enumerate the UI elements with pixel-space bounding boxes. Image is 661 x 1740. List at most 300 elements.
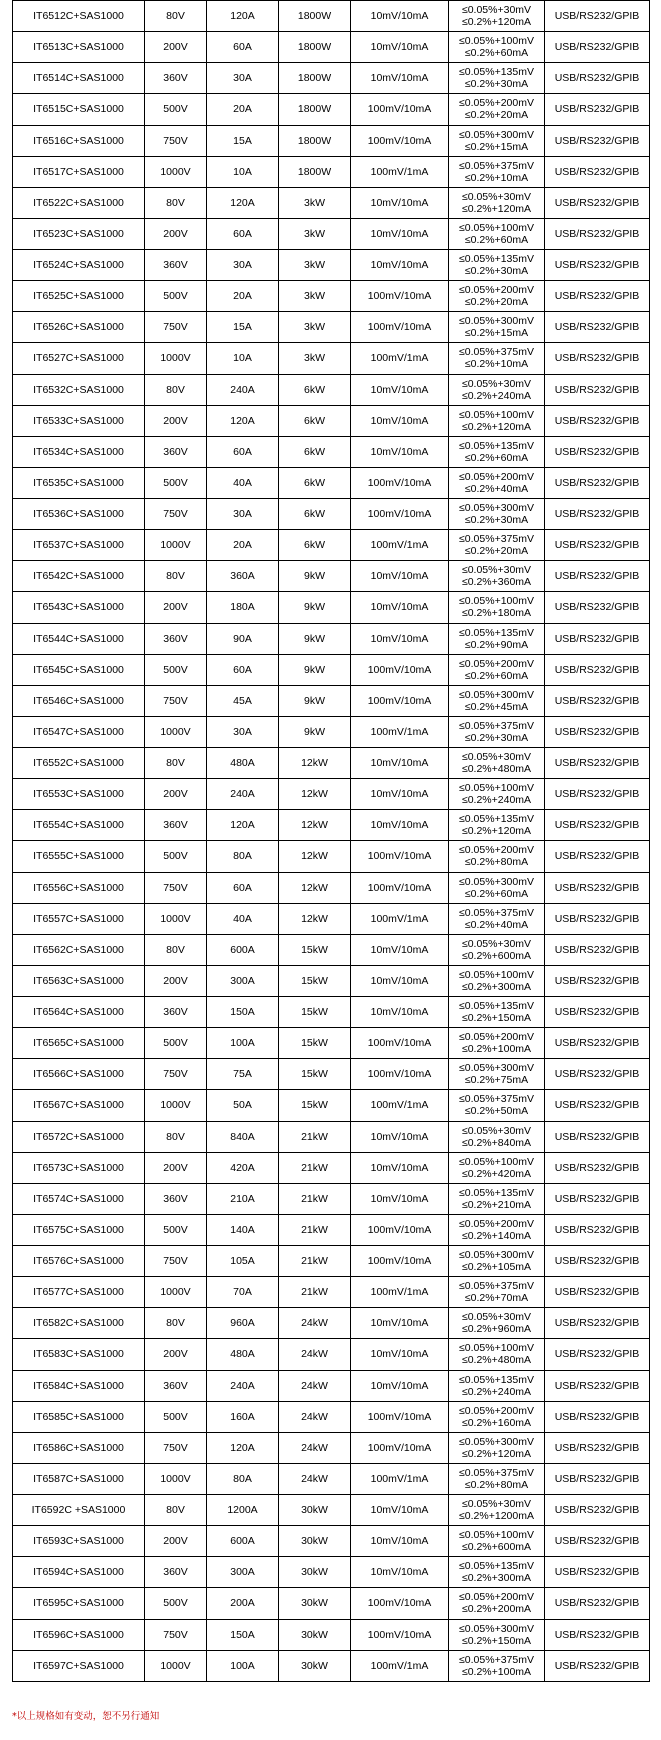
table-row [13, 32, 650, 63]
cell-current: 30A [207, 63, 279, 94]
cell-resolution: 100mV/10mA [351, 1401, 449, 1432]
cell-voltage: 1000V [145, 1090, 207, 1121]
cell-current: 45A [207, 685, 279, 716]
table-row [13, 281, 650, 312]
cell-interface: USB/RS232/GPIB [545, 218, 650, 249]
cell-interface: USB/RS232/GPIB [545, 623, 650, 654]
accuracy-voltage: ≤0.05%+200mV [459, 657, 534, 670]
cell-power: 15kW [279, 1059, 351, 1090]
cell-power: 21kW [279, 1214, 351, 1245]
table-row [13, 872, 650, 903]
cell-model: IT6525C+SAS1000 [13, 281, 145, 312]
cell-model: IT6546C+SAS1000 [13, 685, 145, 716]
cell-power: 21kW [279, 1121, 351, 1152]
accuracy-voltage: ≤0.05%+100mV [459, 1529, 534, 1542]
cell-model: IT6544C+SAS1000 [13, 623, 145, 654]
cell-accuracy [449, 1432, 545, 1463]
table-row [13, 1277, 650, 1308]
table-row [13, 1246, 650, 1277]
table-row [13, 1557, 650, 1588]
cell-voltage: 200V [145, 405, 207, 436]
cell-power: 12kW [279, 841, 351, 872]
cell-resolution: 10mV/10mA [351, 1370, 449, 1401]
cell-voltage: 360V [145, 63, 207, 94]
cell-voltage: 750V [145, 685, 207, 716]
cell-model: IT6582C+SAS1000 [13, 1308, 145, 1339]
cell-voltage: 80V [145, 748, 207, 779]
cell-resolution: 10mV/10mA [351, 561, 449, 592]
cell-resolution: 100mV/10mA [351, 125, 449, 156]
cell-accuracy [449, 1463, 545, 1494]
accuracy-current: ≤0.2%+30mA [464, 731, 529, 744]
cell-interface: USB/RS232/GPIB [545, 1183, 650, 1214]
cell-power: 3kW [279, 218, 351, 249]
accuracy-voltage: ≤0.05%+30mV [461, 1311, 532, 1324]
cell-voltage: 500V [145, 1028, 207, 1059]
table-row [13, 965, 650, 996]
accuracy-voltage: ≤0.05%+375mV [459, 719, 534, 732]
cell-model: IT6517C+SAS1000 [13, 156, 145, 187]
cell-current: 480A [207, 748, 279, 779]
cell-power: 15kW [279, 997, 351, 1028]
table-row [13, 1308, 650, 1339]
cell-resolution: 10mV/10mA [351, 748, 449, 779]
cell-accuracy [449, 156, 545, 187]
accuracy-voltage: ≤0.05%+30mV [461, 937, 532, 950]
cell-accuracy [449, 530, 545, 561]
cell-accuracy [449, 1090, 545, 1121]
accuracy-voltage: ≤0.05%+135mV [459, 66, 534, 79]
cell-model: IT6543C+SAS1000 [13, 592, 145, 623]
cell-resolution: 100mV/10mA [351, 312, 449, 343]
cell-resolution: 10mV/10mA [351, 592, 449, 623]
cell-power: 6kW [279, 530, 351, 561]
cell-resolution: 10mV/10mA [351, 1152, 449, 1183]
cell-voltage: 750V [145, 312, 207, 343]
cell-accuracy [449, 1588, 545, 1619]
cell-power: 15kW [279, 934, 351, 965]
table-row [13, 499, 650, 530]
accuracy-voltage: ≤0.05%+200mV [459, 844, 534, 857]
cell-model: IT6564C+SAS1000 [13, 997, 145, 1028]
accuracy-voltage: ≤0.05%+300mV [459, 502, 534, 514]
cell-voltage: 750V [145, 1432, 207, 1463]
table-row [13, 343, 650, 374]
cell-power: 30kW [279, 1650, 351, 1681]
cell-resolution: 10mV/10mA [351, 997, 449, 1028]
cell-interface: USB/RS232/GPIB [545, 716, 650, 747]
table-row [13, 810, 650, 841]
cell-current: 120A [207, 1432, 279, 1463]
cell-current: 120A [207, 810, 279, 841]
accuracy-current: ≤0.2%+120mA [461, 1447, 532, 1460]
cell-current: 600A [207, 934, 279, 965]
cell-accuracy [449, 872, 545, 903]
cell-interface: USB/RS232/GPIB [545, 530, 650, 561]
cell-model: IT6516C+SAS1000 [13, 125, 145, 156]
cell-accuracy [449, 63, 545, 94]
cell-power: 15kW [279, 965, 351, 996]
cell-current: 300A [207, 1557, 279, 1588]
cell-model: IT6593C+SAS1000 [13, 1526, 145, 1557]
accuracy-voltage: ≤0.05%+375mV [459, 1653, 534, 1666]
accuracy-current: ≤0.2%+360mA [461, 576, 532, 589]
cell-model: IT6567C+SAS1000 [13, 1090, 145, 1121]
cell-interface: USB/RS232/GPIB [545, 156, 650, 187]
accuracy-voltage: ≤0.05%+300mV [459, 1622, 534, 1635]
cell-interface: USB/RS232/GPIB [545, 1308, 650, 1339]
cell-accuracy [449, 1650, 545, 1681]
cell-voltage: 200V [145, 1526, 207, 1557]
accuracy-current: ≤0.2%+600mA [461, 949, 532, 962]
table-row [13, 63, 650, 94]
accuracy-voltage: ≤0.05%+300mV [459, 128, 534, 141]
cell-interface: USB/RS232/GPIB [545, 748, 650, 779]
table-row [13, 1, 650, 32]
cell-resolution: 10mV/10mA [351, 779, 449, 810]
table-row [13, 312, 650, 343]
table-row [13, 1432, 650, 1463]
cell-accuracy [449, 1619, 545, 1650]
cell-interface: USB/RS232/GPIB [545, 1339, 650, 1370]
cell-current: 240A [207, 374, 279, 405]
cell-interface: USB/RS232/GPIB [545, 1090, 650, 1121]
accuracy-voltage: ≤0.05%+135mV [459, 813, 534, 826]
table-row [13, 1619, 650, 1650]
accuracy-current: ≤0.2%+40mA [464, 918, 529, 931]
cell-interface: USB/RS232/GPIB [545, 810, 650, 841]
cell-model: IT6597C+SAS1000 [13, 1650, 145, 1681]
table-row [13, 1183, 650, 1214]
accuracy-current: ≤0.2%+120mA [461, 202, 532, 215]
cell-model: IT6545C+SAS1000 [13, 654, 145, 685]
cell-model: IT6515C+SAS1000 [13, 94, 145, 125]
cell-current: 150A [207, 1619, 279, 1650]
cell-model: IT6586C+SAS1000 [13, 1432, 145, 1463]
cell-resolution: 100mV/10mA [351, 94, 449, 125]
accuracy-current: ≤0.2%+960mA [461, 1323, 532, 1336]
cell-accuracy [449, 1152, 545, 1183]
cell-resolution: 10mV/10mA [351, 623, 449, 654]
accuracy-voltage: ≤0.05%+135mV [459, 626, 534, 639]
table-row [13, 187, 650, 218]
cell-resolution: 10mV/10mA [351, 1121, 449, 1152]
cell-power: 1800W [279, 125, 351, 156]
accuracy-voltage: ≤0.05%+100mV [459, 595, 534, 608]
cell-interface: USB/RS232/GPIB [545, 1619, 650, 1650]
cell-resolution: 100mV/10mA [351, 467, 449, 498]
accuracy-voltage: ≤0.05%+200mV [459, 1591, 534, 1604]
cell-resolution: 100mV/1mA [351, 156, 449, 187]
accuracy-current: ≤0.2%+840mA [461, 1136, 532, 1149]
accuracy-current: ≤0.2%+20mA [464, 296, 529, 309]
accuracy-current: ≤0.2%+140mA [461, 1229, 532, 1242]
accuracy-voltage: ≤0.05%+30mV [461, 1124, 532, 1137]
cell-voltage: 750V [145, 125, 207, 156]
cell-model: IT6534C+SAS1000 [13, 436, 145, 467]
cell-power: 24kW [279, 1401, 351, 1432]
cell-current: 240A [207, 779, 279, 810]
cell-power: 3kW [279, 281, 351, 312]
cell-accuracy [449, 748, 545, 779]
accuracy-current: ≤0.2%+80mA [464, 1478, 529, 1491]
accuracy-voltage: ≤0.05%+200mV [459, 1404, 534, 1417]
accuracy-current: ≤0.2%+10mA [464, 358, 529, 371]
cell-power: 24kW [279, 1463, 351, 1494]
table-body [13, 1, 650, 1682]
cell-resolution: 100mV/1mA [351, 1463, 449, 1494]
cell-power: 3kW [279, 312, 351, 343]
cell-voltage: 1000V [145, 1463, 207, 1494]
cell-model: IT6585C+SAS1000 [13, 1401, 145, 1432]
cell-accuracy [449, 716, 545, 747]
cell-resolution: 10mV/10mA [351, 436, 449, 467]
table-row [13, 1090, 650, 1121]
accuracy-current: ≤0.2%+30mA [464, 265, 529, 278]
cell-interface: USB/RS232/GPIB [545, 1557, 650, 1588]
cell-power: 12kW [279, 748, 351, 779]
cell-interface: USB/RS232/GPIB [545, 1214, 650, 1245]
cell-voltage: 500V [145, 841, 207, 872]
cell-current: 480A [207, 1339, 279, 1370]
cell-voltage: 500V [145, 1214, 207, 1245]
cell-voltage: 360V [145, 997, 207, 1028]
accuracy-current: ≤0.2%+60mA [464, 47, 529, 60]
cell-power: 30kW [279, 1588, 351, 1619]
cell-interface: USB/RS232/GPIB [545, 654, 650, 685]
accuracy-voltage: ≤0.05%+375mV [459, 1093, 534, 1106]
cell-model: IT6557C+SAS1000 [13, 903, 145, 934]
cell-interface: USB/RS232/GPIB [545, 125, 650, 156]
cell-power: 1800W [279, 32, 351, 63]
cell-voltage: 500V [145, 1588, 207, 1619]
accuracy-voltage: ≤0.05%+100mV [459, 1342, 534, 1355]
cell-accuracy [449, 125, 545, 156]
cell-interface: USB/RS232/GPIB [545, 63, 650, 94]
cell-current: 80A [207, 1463, 279, 1494]
cell-power: 30kW [279, 1557, 351, 1588]
accuracy-voltage: ≤0.05%+300mV [459, 688, 534, 701]
table-row [13, 1121, 650, 1152]
cell-interface: USB/RS232/GPIB [545, 1, 650, 32]
cell-model: IT6553C+SAS1000 [13, 779, 145, 810]
cell-current: 600A [207, 1526, 279, 1557]
accuracy-voltage: ≤0.05%+375mV [459, 346, 534, 359]
cell-interface: USB/RS232/GPIB [545, 592, 650, 623]
table-row [13, 250, 650, 281]
cell-voltage: 80V [145, 374, 207, 405]
cell-resolution: 10mV/10mA [351, 1308, 449, 1339]
cell-voltage: 200V [145, 218, 207, 249]
cell-interface: USB/RS232/GPIB [545, 1246, 650, 1277]
cell-current: 30A [207, 716, 279, 747]
cell-accuracy [449, 592, 545, 623]
cell-accuracy [449, 343, 545, 374]
cell-power: 30kW [279, 1619, 351, 1650]
cell-current: 200A [207, 1588, 279, 1619]
cell-current: 75A [207, 1059, 279, 1090]
accuracy-current: ≤0.2%+15mA [464, 327, 529, 340]
cell-resolution: 100mV/10mA [351, 499, 449, 530]
cell-resolution: 10mV/10mA [351, 187, 449, 218]
accuracy-voltage: ≤0.05%+300mV [459, 1435, 534, 1448]
cell-resolution: 10mV/10mA [351, 1339, 449, 1370]
cell-model: IT6532C+SAS1000 [13, 374, 145, 405]
cell-current: 60A [207, 436, 279, 467]
cell-current: 300A [207, 965, 279, 996]
accuracy-voltage: ≤0.05%+200mV [459, 1031, 534, 1044]
cell-resolution: 10mV/10mA [351, 250, 449, 281]
cell-voltage: 1000V [145, 1277, 207, 1308]
cell-interface: USB/RS232/GPIB [545, 685, 650, 716]
cell-resolution: 10mV/10mA [351, 1526, 449, 1557]
table-row [13, 1028, 650, 1059]
cell-voltage: 200V [145, 1152, 207, 1183]
cell-power: 1800W [279, 94, 351, 125]
table-row [13, 841, 650, 872]
cell-accuracy [449, 1557, 545, 1588]
accuracy-current: ≤0.2%+30mA [464, 514, 529, 527]
accuracy-current: ≤0.2%+60mA [464, 887, 529, 900]
cell-interface: USB/RS232/GPIB [545, 903, 650, 934]
accuracy-current: ≤0.2%+120mA [461, 420, 532, 433]
cell-voltage: 360V [145, 623, 207, 654]
accuracy-current: ≤0.2%+180mA [461, 607, 532, 620]
cell-voltage: 750V [145, 1059, 207, 1090]
cell-resolution: 100mV/1mA [351, 343, 449, 374]
cell-voltage: 1000V [145, 530, 207, 561]
table-row [13, 125, 650, 156]
cell-current: 120A [207, 1, 279, 32]
cell-accuracy [449, 250, 545, 281]
cell-voltage: 1000V [145, 716, 207, 747]
specification-table [12, 0, 650, 1682]
cell-resolution: 100mV/10mA [351, 1214, 449, 1245]
cell-interface: USB/RS232/GPIB [545, 1526, 650, 1557]
cell-voltage: 200V [145, 1339, 207, 1370]
table-row [13, 1463, 650, 1494]
table-row [13, 1588, 650, 1619]
cell-model: IT6576C+SAS1000 [13, 1246, 145, 1277]
cell-model: IT6565C+SAS1000 [13, 1028, 145, 1059]
accuracy-current: ≤0.2%+60mA [464, 451, 529, 464]
accuracy-current: ≤0.2%+480mA [461, 1354, 532, 1367]
cell-accuracy [449, 1370, 545, 1401]
accuracy-voltage: ≤0.05%+135mV [459, 1000, 534, 1012]
cell-current: 10A [207, 343, 279, 374]
table-row [13, 654, 650, 685]
table-row [13, 1152, 650, 1183]
cell-voltage: 360V [145, 810, 207, 841]
accuracy-voltage: ≤0.05%+200mV [459, 470, 534, 483]
cell-accuracy [449, 187, 545, 218]
cell-resolution: 100mV/10mA [351, 685, 449, 716]
cell-power: 15kW [279, 1090, 351, 1121]
cell-power: 9kW [279, 654, 351, 685]
cell-current: 50A [207, 1090, 279, 1121]
cell-power: 3kW [279, 250, 351, 281]
cell-interface: USB/RS232/GPIB [545, 1370, 650, 1401]
cell-model: IT6537C+SAS1000 [13, 530, 145, 561]
cell-current: 60A [207, 218, 279, 249]
cell-resolution: 100mV/10mA [351, 1059, 449, 1090]
accuracy-current: ≤0.2%+20mA [464, 109, 529, 122]
table-row [13, 748, 650, 779]
footnote-text: *以上规格如有变动，恕不另行通知 [12, 1710, 160, 1722]
cell-model: IT6573C+SAS1000 [13, 1152, 145, 1183]
cell-voltage: 80V [145, 1495, 207, 1526]
accuracy-voltage: ≤0.05%+200mV [459, 284, 534, 297]
cell-resolution: 100mV/10mA [351, 841, 449, 872]
cell-current: 100A [207, 1650, 279, 1681]
cell-model: IT6526C+SAS1000 [13, 312, 145, 343]
cell-accuracy [449, 1, 545, 32]
table-row [13, 1650, 650, 1681]
cell-model: IT6584C+SAS1000 [13, 1370, 145, 1401]
table-row [13, 779, 650, 810]
cell-current: 15A [207, 312, 279, 343]
cell-interface: USB/RS232/GPIB [545, 312, 650, 343]
cell-resolution: 100mV/1mA [351, 1277, 449, 1308]
cell-interface: USB/RS232/GPIB [545, 343, 650, 374]
accuracy-current: ≤0.2%+300mA [461, 1572, 532, 1585]
accuracy-voltage: ≤0.05%+300mV [459, 875, 534, 888]
cell-interface: USB/RS232/GPIB [545, 1495, 650, 1526]
cell-current: 150A [207, 997, 279, 1028]
cell-current: 20A [207, 281, 279, 312]
accuracy-current: ≤0.2%+1200mA [459, 1510, 534, 1523]
cell-power: 1800W [279, 63, 351, 94]
cell-voltage: 80V [145, 934, 207, 965]
table-row [13, 405, 650, 436]
accuracy-current: ≤0.2%+600mA [461, 1541, 532, 1554]
cell-power: 24kW [279, 1370, 351, 1401]
table-row [13, 436, 650, 467]
cell-resolution: 100mV/10mA [351, 1619, 449, 1650]
cell-power: 12kW [279, 872, 351, 903]
cell-resolution: 100mV/1mA [351, 530, 449, 561]
cell-interface: USB/RS232/GPIB [545, 1059, 650, 1090]
accuracy-current: ≤0.2%+240mA [461, 794, 532, 807]
cell-model: IT6594C+SAS1000 [13, 1557, 145, 1588]
cell-resolution: 10mV/10mA [351, 63, 449, 94]
cell-power: 1800W [279, 156, 351, 187]
cell-accuracy [449, 32, 545, 63]
cell-interface: USB/RS232/GPIB [545, 436, 650, 467]
accuracy-voltage: ≤0.05%+100mV [459, 968, 534, 981]
cell-voltage: 80V [145, 1121, 207, 1152]
table-row [13, 623, 650, 654]
table-row [13, 903, 650, 934]
accuracy-current: ≤0.2%+200mA [461, 1603, 532, 1616]
cell-power: 1800W [279, 1, 351, 32]
cell-current: 180A [207, 592, 279, 623]
cell-resolution: 100mV/10mA [351, 654, 449, 685]
accuracy-voltage: ≤0.05%+300mV [459, 1062, 534, 1075]
cell-interface: USB/RS232/GPIB [545, 561, 650, 592]
table-row [13, 94, 650, 125]
cell-power: 12kW [279, 779, 351, 810]
cell-accuracy [449, 281, 545, 312]
cell-accuracy [449, 1526, 545, 1557]
cell-interface: USB/RS232/GPIB [545, 997, 650, 1028]
cell-interface: USB/RS232/GPIB [545, 1277, 650, 1308]
cell-interface: USB/RS232/GPIB [545, 1028, 650, 1059]
cell-current: 360A [207, 561, 279, 592]
cell-resolution: 10mV/10mA [351, 1495, 449, 1526]
cell-voltage: 750V [145, 1619, 207, 1650]
accuracy-voltage: ≤0.05%+135mV [459, 1373, 534, 1386]
